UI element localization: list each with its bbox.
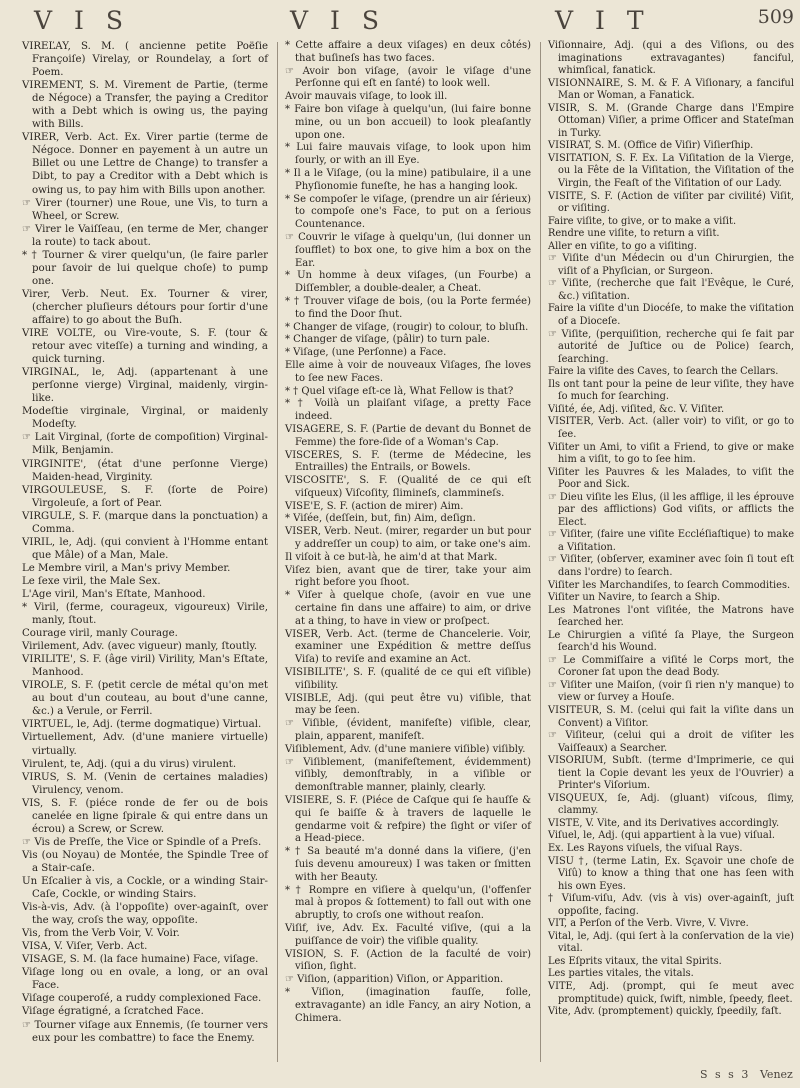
dictionary-column-1 [22, 40, 268, 1045]
dictionary-entry: Un Eſcalier à vis, a Cockle, or a winding Stair-Caſe, Cockle, or winding Stairs. [22, 876, 268, 901]
dictionary-entry: Viſiter les Marchandiſes, to ſearch Commodities. [548, 579, 791, 591]
dictionary-entry: ☞ Tourner viſage aux Ennemis, (ſe tourner vers eux pour les combattre) to face the Enemy. [22, 1019, 268, 1044]
dictionary-entry: ☞ Virer le Vaiſſeau, (en terme de Mer, changer la route) to tack about. [22, 223, 268, 248]
dictionary-entry: * † Quel viſage eſt-ce là, What Fellow is that? [285, 385, 514, 397]
dictionary-entry: Virer, Verb. Neut. Ex. Tourner & virer, (chercher pluſieurs détours pour ſortir d'une affaire) to go about the Buſh. [22, 288, 268, 326]
dictionary-entry: * Viſage, (une Perſonne) a Face. [285, 347, 447, 359]
dictionary-entry: ☞ Viſite, (perquiſition, recherche qui ſe fait par autorité de Juſtice ou de Police) ſearch, ſearching. [548, 328, 794, 365]
dictionary-entry: * Un homme à deux viſages, (un Fourbe) a Diſſembler, a double-dealer, a Cheat. [285, 270, 531, 295]
dictionary-entry: VISION, S. F. (Action de la faculté de voir) viſion, ſight. [285, 948, 531, 973]
dictionary-entry: VISITE, S. F. (Action de viſiter par civilité) Viſit, or viſiting. [548, 190, 794, 215]
dictionary-entry: VIRGINITE', (état d'une perſonne Vierge) Maiden-head, Virginity. [22, 458, 268, 483]
dictionary-entry: Les Eſprits vitaux, the vital Spirits. [548, 955, 722, 967]
dictionary-entry: Faire viſite, to give, or to make a viſit. [548, 215, 737, 227]
running-head-left: V I S [34, 6, 130, 35]
dictionary-entry: VISORIUM, Subſt. (terme d'Imprimerie, ce qui tient la Copie devant les yeux de l'Ouvrier) a Printer's Viſorium. [548, 755, 794, 792]
dictionary-entry: * † Rompre en viſiere à quelqu'un, (l'offenſer mal à propos & ſottement) to fall out with one abruptly, to croſs one without reaſon. [285, 884, 531, 922]
dictionary-entry: ☞ Avoir bon viſage, (avoir le viſage d'une Perſonne qui eſt en ſanté) to look well. [285, 65, 531, 90]
dictionary-entry: ☞ Vis de Preſſe, the Vice or Spindle of a Preſs. [22, 836, 262, 848]
dictionary-entry: Modeſtie virginale, Virginal, or maidenly Modeſty. [22, 406, 268, 431]
dictionary-entry: Viſiter un Navire, to ſearch a Ship. [548, 592, 721, 604]
dictionary-entry: Avoir mauvais viſage, to look ill. [285, 91, 448, 103]
dictionary-entry: Aller en viſite, to go a viſiting. [548, 240, 697, 252]
dictionary-entry: * Faire bon viſage à quelqu'un, (lui faire bonne mine, ou un bon accueil) to look pleaſantly upon one. [285, 103, 531, 141]
dictionary-entry: ☞ Viſiblement, (manifeſtement, évidemment) viſibly, demonſtrably, in a viſible or demonſtrable manner, plainly, clearly. [285, 756, 531, 794]
dictionary-entry: Le Membre viril, a Man's privy Member. [22, 562, 231, 574]
column-divider [540, 42, 541, 1062]
dictionary-column-2 [285, 40, 531, 1025]
dictionary-entry: ☞ Viſite, (recherche que fait l'Evêque, le Curé, &c.) viſitation. [548, 278, 794, 302]
dictionary-entry: * † Tourner & virer quelqu'un, (le faire parler pour ſavoir de lui quelque choſe) to pump one. [22, 249, 268, 287]
dictionary-entry: Vis-à-vis, Adv. (à l'oppoſite) over-againſt, over the way, croſs the way, oppoſite. [22, 902, 268, 927]
dictionary-entry: VISQUEUX, ſe, Adj. (gluant) viſcous, ſlimy, clammy. [548, 792, 794, 817]
dictionary-entry: VISITATION, S. F. Ex. La Viſitation de la Vierge, ou la Fête de la Viſitation, the Viſitation of the Virgin, the Feaſt of the Viſitation of our Lady. [548, 152, 794, 190]
dictionary-entry: * † Sa beauté m'a donné dans la viſiere, (j'en ſuis devenu amoureux) I was taken or ſmitten with her Beauty. [285, 846, 531, 883]
dictionary-entry: ☞ Dieu viſite les Elus, (il les afflige, il les éprouve par des afflictions) God viſits, or afflicts the Elect. [548, 491, 794, 528]
dictionary-entry: Vital, le, Adj. (qui ſert à la conſervation de la vie) vital. [548, 930, 794, 955]
dictionary-entry: ☞ Viſible, (évident, manifeſte) viſible, clear, plain, apparent, manifeſt. [285, 718, 531, 743]
dictionary-entry: Virulent, te, Adj. (qui a du virus) virulent. [22, 758, 237, 770]
dictionary-entry: ☞ Couvrir le viſage à quelqu'un, (lui donner un ſoufflet) to box one, to give him a box on the Ear. [285, 231, 531, 269]
dictionary-entry: VIRGINAL, le, Adj. (appartenant à une perſonne vierge) Virginal, maidenly, virgin-like. [22, 367, 268, 405]
dictionary-entry: Ex. Les Rayons viſuels, the viſual Rays. [548, 843, 743, 854]
dictionary-entry: VISITER, Verb. Act. (aller voir) to viſit, or go to ſee. [548, 416, 794, 440]
dictionary-entry: ☞ Viſiter une Maiſon, (voir ſi rien n'y manque) to view or ſurvey a Houſe. [548, 679, 794, 704]
dictionary-entry: Le ſexe viril, the Male Sex. [22, 575, 161, 587]
dictionary-entry: Viſif, ive, Adv. Ex. Faculté viſive, (qui a la puiſſance de voir) the viſible quality. [285, 922, 531, 947]
dictionary-entry: VISIBLE, Adj. (qui peut être vu) viſible, that may be ſeen. [285, 692, 531, 717]
dictionary-entry: Viſuel, le, Adj. (qui appartient à la vue) viſual. [548, 830, 776, 842]
dictionary-entry: Faire la viſite des Caves, to ſearch the Cellars. [548, 366, 779, 378]
dictionary-entry: Les Matrones l'ont viſitée, the Matrons have ſearched her. [548, 604, 794, 629]
dictionary-entry: Viſité, ée, Adj. viſited, &c. V. Viſiter. [548, 403, 725, 415]
dictionary-entry: † Viſum-viſu, Adv. (vis à vis) over-againſt, juſt oppoſite, facing. [548, 893, 794, 917]
dictionary-entry: VISAGERE, S. F. (Partie de devant du Bonnet de Femme) the fore-ſide of a Woman's Cap. [285, 423, 531, 448]
dictionary-entry: VIRE VOLTE, ou Vire-voute, S. F. (tour & retour avec viteſſe) a turning and winding, a quick turning. [22, 328, 268, 366]
dictionary-entry: * Il a le Viſage, (ou la mine) patibulaire, il a une Phyſionomie funeſte, he has a hanging look. [285, 167, 531, 192]
dictionary-entry: VIRER, Verb. Act. Ex. Virer partie (terme de Négoce. Donner en payement à un autre un Billet ou une Lettre de Change) to transfer a Dibt, to pay a Creditor with a Debt which is owing us, to pay him with Bills upon another. [22, 132, 268, 196]
dictionary-entry: Rendre une viſite, to return a viſit. [548, 228, 720, 240]
dictionary-entry: VISU †, (terme Latin, Ex. Sçavoir une choſe de Viſû) to know a thing that one has ſeen with his own Eyes. [548, 855, 794, 892]
dictionary-entry: Vis, from the Verb Voir, V. Voir. [22, 928, 180, 940]
dictionary-entry: Viſiter un Ami, to viſit a Friend, to give or make him a viſit, to go to ſee him. [548, 441, 794, 466]
dictionary-entry: Virilement, Adv. (avec vigueur) manly, ſtoutly. [22, 641, 258, 653]
running-head [0, 6, 800, 40]
dictionary-entry: VIS, S. F. (piéce ronde de fer ou de bois canelée en ligne ſpirale & qui entre dans un écrou) a Screw, or Screw. [22, 797, 268, 835]
dictionary-entry: * † Voilà un plaiſant viſage, a pretty Face indeed. [285, 398, 531, 423]
dictionary-entry: Les parties vitales, the vitals. [548, 968, 694, 980]
dictionary-entry: VISIR, S. M. (Grande Charge dans l'Empire Ottoman) Viſier, a prime Officer and Stateſman in Turky. [548, 102, 794, 139]
dictionary-entry: * Viſée, (deſſein, but, fin) Aim, deſign. [285, 513, 476, 525]
dictionary-entry: Viſiblement, Adv. (d'une maniere viſible) viſibly. [285, 743, 526, 755]
dictionary-entry: * Viſion, (imagination fauſſe, folle, extravagante) an idle Fancy, an airy Notion, a Chimera. [285, 986, 531, 1024]
dictionary-entry: VISIRAT, S. M. (Office de Viſir) Viſierſhip. [548, 140, 754, 152]
dictionary-entry: * Se compoſer le viſage, (prendre un air ſérieux) to compoſe one's Face, to put on a ſerious Countenance. [285, 193, 531, 231]
dictionary-entry: Elle aime à voir de nouveaux Viſages, ſhe loves to ſee new Faces. [285, 359, 531, 384]
running-head-middle: V I S [290, 6, 386, 35]
dictionary-entry: ☞ Viſiter, (faire une viſite Eccléſiaſtique) to make a Viſitation. [548, 529, 794, 553]
dictionary-entry: Viſiter les Pauvres & les Malades, to viſit the Poor and Sick. [548, 466, 794, 491]
dictionary-entry: VIREMENT, S. M. Virement de Partie, (terme de Négoce) a Transfer, the paying a Creditor with a Debt which is owing us, the paying with Bills. [22, 80, 268, 131]
dictionary-entry: VIRTUEL, le, Adj. (terme dogmatique) Virtual. [22, 719, 262, 731]
dictionary-entry: * † Trouver viſage de bois, (ou la Porte fermée) to find the Door ſhut. [285, 295, 531, 320]
signature-mark: S s s 3 [700, 1068, 751, 1081]
dictionary-entry: Ils ont tant pour la peine de leur viſite, they have ſo much for ſearching. [548, 378, 794, 403]
dictionary-entry: ☞ Lait Virginal, (ſorte de compoſition) Virginal-Milk, Benjamin. [22, 432, 268, 457]
dictionary-entry: ☞ Viſiter, (obſerver, examiner avec ſoin ſi tout eſt dans l'ordre) to ſearch. [548, 554, 794, 578]
dictionary-entry: VIRGOULEUSE, S. F. (ſorte de Poire) Virgoleuſe, a ſort of Pear. [22, 484, 268, 509]
dictionary-entry: VISIERE, S. F. (Piéce de Caſque qui ſe hauſſe & qui ſe baiſſe & à travers de laquelle le gendarme voit & refpire) the ſight or viſer of a Head-piece. [285, 795, 531, 845]
dictionary-entry: VISER, Verb. Act. (terme de Chancelerie. Voir, examiner une Expédition & mettre deſſus Viſa) to reviſe and examine an Act. [285, 628, 531, 666]
page-number: 509 [757, 6, 794, 28]
dictionary-entry: * Cette affaire a deux viſages) en deux côtés) that buſineſs has two faces. [285, 40, 531, 64]
dictionary-entry: VISAGE, S. M. (la face humaine) Face, viſage. [22, 954, 259, 966]
running-head-right: V I T [555, 6, 651, 35]
dictionary-entry: ☞ Viſite d'un Médecin ou d'un Chirurgien, the viſit of a Phyſician, or Surgeon. [548, 253, 794, 277]
dictionary-entry: Faire la viſite d'un Diocéſe, to make the viſitation of a Dioceſe. [548, 303, 794, 328]
dictionary-entry: VITE, Adj. (prompt, qui ſe meut avec promptitude) quick, ſwift, nimble, ſpeedy, fleet. [548, 981, 794, 1005]
catchword: Venez [760, 1068, 793, 1081]
dictionary-entry: Virtuellement, Adv. (d'une maniere virtuelle) virtually. [22, 732, 268, 757]
dictionary-entry: Viſage long ou en ovale, a long, or an oval Face. [22, 967, 268, 992]
dictionary-entry: ☞ Le Commiſſaire a viſité le Corps mort, the Coroner ſat upon the dead Body. [548, 654, 794, 679]
dictionary-entry: ☞ Virer (tourner) une Roue, une Vis, to turn a Wheel, or Screw. [22, 197, 268, 222]
dictionary-entry: * Changer de viſage, (pâlir) to turn pale. [285, 334, 490, 346]
dictionary-entry: VISIONNAIRE, S. M. & F. A Viſionary, a fanciful Man or Woman, a Fanatick. [548, 77, 794, 102]
dictionary-entry: VISCERES, S. F. (terme de Médecine, les Entrailles) the Entrails, or Bowels. [285, 449, 531, 474]
dictionary-entry: VISCOSITE', S. F. (Qualité de ce qui eſt viſqueux) Viſcoſity, ſliminеſs, clamminеſs. [285, 475, 531, 499]
dictionary-entry: L'Age viril, Man's Eſtate, Manhood. [22, 588, 206, 600]
dictionary-entry: VISTE, V. Vite, and its Derivatives accordingly. [548, 817, 780, 829]
dictionary-entry: * Viſer à quelque choſe, (avoir en vue une certaine fin dans une affaire) to aim, or drive at a thing, to have in view or proſpect. [285, 590, 531, 627]
dictionary-entry: Vite, Adv. (promptement) quickly, ſpeedily, faſt. [548, 1006, 782, 1018]
dictionary-entry: VISA, V. Viſer, Verb. Act. [22, 941, 148, 953]
dictionary-entry: Courage viril, manly Courage. [22, 628, 178, 640]
dictionary-column-3 [548, 40, 794, 1019]
dictionary-entry: VIRIL, le, Adj. (qui convient à l'Homme entant que Mâle) of a Man, Male. [22, 536, 268, 561]
dictionary-entry: Il viſoit à ce but-là, he aim'd at that Mark. [285, 551, 498, 563]
dictionary-entry: Viſez bien, avant que de tirer, take your aim right before you ſhoot. [285, 564, 531, 589]
dictionary-entry: VISIBILITE', S. F. (qualité de ce qui eſt viſible) viſibility. [285, 667, 531, 691]
dictionary-entry: ☞ Viſion, (apparition) Viſion, or Apparition. [285, 974, 504, 986]
dictionary-entry: VISER, Verb. Neut. (mirer, regarder un but pour y addreſſer un coup) to aim, or take one's aim. [285, 526, 531, 551]
dictionary-entry: Vis (ou Noyau) de Montée, the Spindle Tree of a Stair-caſe. [22, 849, 268, 874]
dictionary-entry: VIRGULE, S. F. (marque dans la ponctuation) a Comma. [22, 510, 268, 535]
dictionary-entry: Viſage couperoſé, a ruddy complexioned Face. [22, 993, 262, 1005]
column-divider [277, 42, 278, 1062]
dictionary-entry: VIREĽAY, S. M. ( ancienne petite Poëſie Françoiſe) Virelay, or Roundelay, a ſort of Poem. [22, 41, 268, 79]
dictionary-entry: Viſionnaire, Adj. (qui a des Viſions, ou des imaginations extravagantes) fanciful, whimſical, fanatick. [548, 40, 794, 77]
dictionary-entry: ☞ Viſiteur, (celui qui a droit de viſiter les Vaiſſeaux) a Searcher. [548, 730, 794, 754]
dictionary-entry: VISITEUR, S. M. (celui qui fait la viſite dans un Convent) a Viſitor. [548, 704, 794, 729]
dictionary-entry: Le Chirurgien a viſité ſa Playe, the Surgeon ſearch'd his Wound. [548, 629, 794, 654]
dictionary-entry: VISE'E, S. F. (action de mirer) Aim. [285, 500, 464, 512]
dictionary-entry: VIRILITE', S. F. (âge viril) Virility, Man's Eſtate, Manhood. [22, 654, 268, 679]
dictionary-entry: VIT, a Perſon of the Verb. Vivre, V. Vivre. [548, 918, 749, 930]
dictionary-entry: * Changer de viſage, (rougir) to colour, to bluſh. [285, 321, 529, 333]
dictionary-entry: VIRUS, S. M. (Venin de certaines maladies) Virulency, venom. [22, 771, 268, 796]
dictionary-entry: Viſage égratigné, a ſcratched Face. [22, 1006, 204, 1018]
dictionary-entry: * Viril, (ferme, courageux, vigoureux) Virile, manly, ſtout. [22, 602, 268, 627]
dictionary-entry: * Lui faire mauvais viſage, to look upon him ſourly, or with an ill Eye. [285, 142, 531, 167]
dictionary-entry: VIROLE, S. F. (petit cercle de métal qu'on met au bout d'un couteau, au bout d'une canne, &c.) a Verule, or Ferril. [22, 680, 268, 718]
